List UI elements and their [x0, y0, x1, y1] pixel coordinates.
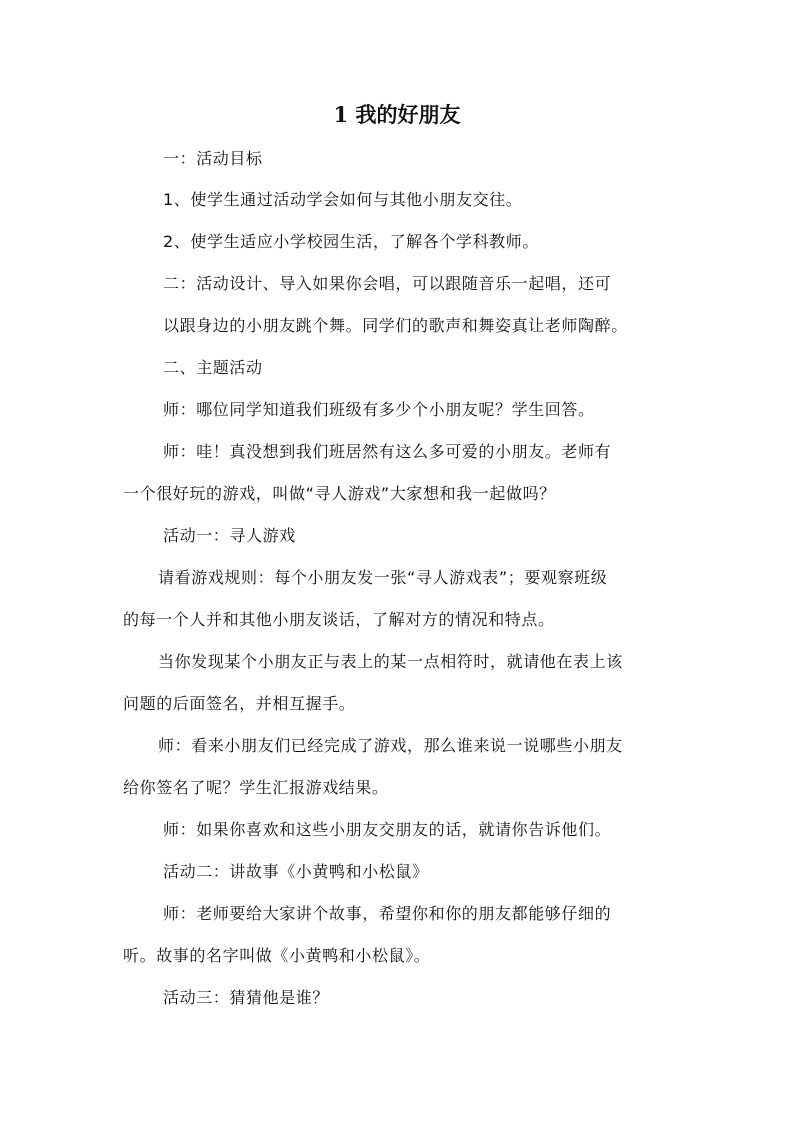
document-title: 1 我的好朋友: [333, 102, 461, 127]
paragraph-line: 一个很好玩的游戏，叫做“寻人游戏”大家想和我一起做吗？: [123, 484, 556, 503]
activity-3-heading: 活动三：猜猜他是谁？: [163, 988, 330, 1007]
paragraph-line: 的每一个人并和其他小朋友谈话，了解对方的情况和特点。: [123, 610, 555, 629]
paragraph-line: 师：哇！真没想到我们班居然有这么多可爱的小朋友。老师有: [163, 442, 612, 461]
activity-design-line-1: 二：活动设计、导入如果你会唱，可以跟随音乐一起唱，还可: [163, 274, 612, 293]
paragraph-line: 师：看来小朋友们已经完成了游戏，那么谁来说一说哪些小朋友: [158, 736, 623, 755]
goal-1: 1、使学生通过活动学会如何与其他小朋友交往。: [163, 190, 523, 209]
paragraph-line: 当你发现某个小朋友正与表上的某一点相符时，就请他在表上该: [158, 652, 623, 671]
paragraph-line: 师：如果你喜欢和这些小朋友交朋友的话，就请你告诉他们。: [163, 820, 612, 839]
activity-2-heading: 活动二：讲故事《小黄鸭和小松鼠》: [163, 862, 429, 881]
paragraph-line: 师：哪位同学知道我们班级有多少个小朋友呢？学生回答。: [163, 400, 595, 419]
paragraph-line: 师：老师要给大家讲个故事，希望你和你的朋友都能够仔细的: [163, 904, 612, 923]
section-heading-goals: 一：活动目标: [163, 149, 263, 168]
paragraph-line: 问题的后面签名，并相互握手。: [123, 694, 356, 713]
activity-design-line-2: 以跟身边的小朋友跳个舞。同学们的歌声和舞姿真让老师陶醉。: [163, 316, 628, 335]
activity-1-heading: 活动一：寻人游戏: [163, 526, 296, 545]
paragraph-line: 给你签名了呢？学生汇报游戏结果。: [123, 778, 389, 797]
paragraph-line: 请看游戏规则：每个小朋友发一张“寻人游戏表”；要观察班级: [158, 568, 608, 587]
section-heading-theme: 二、主题活动: [163, 358, 263, 377]
paragraph-line: 听。故事的名字叫做《小黄鸭和小松鼠》。: [123, 946, 431, 965]
goal-2: 2、使学生适应小学校园生活，了解各个学科教师。: [163, 232, 539, 251]
